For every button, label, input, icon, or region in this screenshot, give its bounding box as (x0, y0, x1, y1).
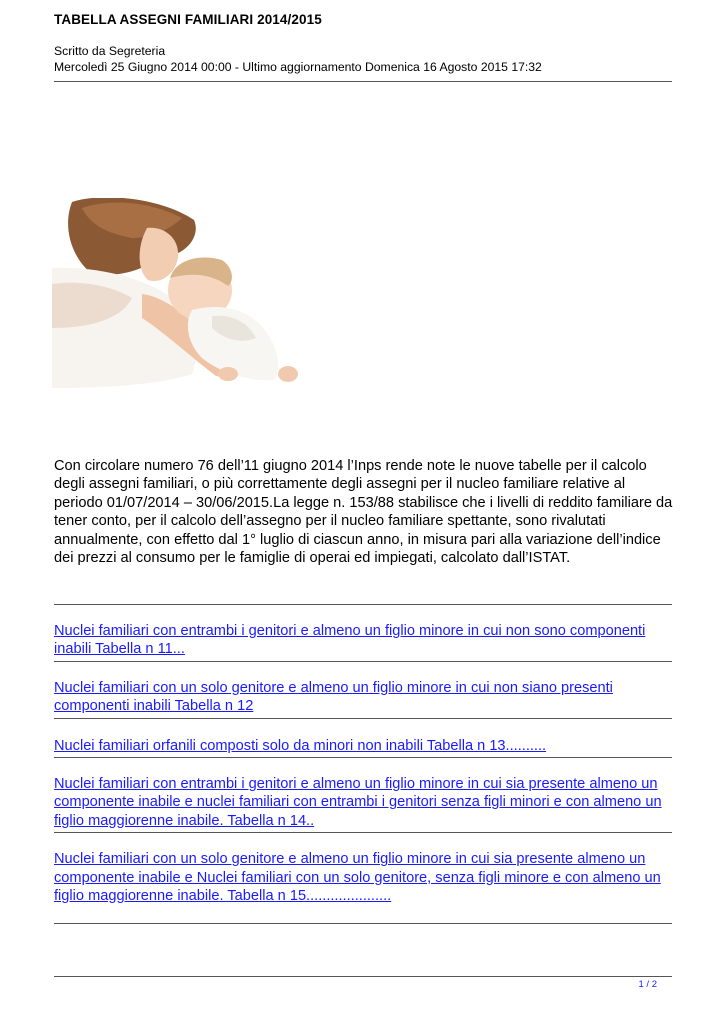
link-tabella-15[interactable]: Nuclei familiari con un solo genitore e almeno un figlio minore in cui sia presente almeno un componente inabile e Nuclei familiari con un solo genitore, senza figli minore e con almeno un figlio maggiorenne inabile. Tabella n 15..................... (54, 851, 661, 905)
date-line: Mercoledì 25 Giugno 2014 00:00 - Ultimo aggiornamento Domenica 16 Agosto 2015 17:32 (54, 60, 542, 74)
list-item (54, 605, 672, 662)
list-item (54, 662, 672, 719)
list-item (54, 719, 672, 758)
article-meta (54, 43, 672, 75)
list-item (54, 758, 672, 833)
page-title: TABELLA ASSEGNI FAMILIARI 2014/2015 (54, 12, 322, 27)
page-header (54, 12, 672, 75)
mother-child-photo (52, 198, 300, 388)
link-tabella-12[interactable]: Nuclei familiari con un solo genitore e almeno un figlio minore in cui non siano presenti componenti inabili Tabella n 12 (54, 679, 613, 715)
link-tabella-13[interactable]: Nuclei familiari orfanili composti solo da minori non inabili Tabella n 13.......... (54, 737, 547, 754)
list-item (54, 833, 672, 924)
page-number: 1 / 2 (638, 979, 657, 990)
tables-link-list (54, 604, 672, 924)
link-tabella-14[interactable]: Nuclei familiari con entrambi i genitori e almeno un figlio minore in cui sia presente almeno un componente inabile e nuclei familiari con entrambi i genitori senza figli minori e con almeno un figlio maggiorenne inabile. Tabella n 14.. (54, 776, 662, 829)
header-divider (54, 81, 672, 82)
intro-paragraph: Con circolare numero 76 dell’11 giugno 2014 l’Inps rende note le nuove tabelle per il calcolo degli assegni familiari, o più correttamente degli assegni per il nucleo familiare relative al periodo 01/07/2014 – 30/06/2015.La legge n. 153/88 stabilisce che i livelli di reddito familiare da tener conto, per il calcolo dell’assegno per il nucleo familiare spettante, sono rivalutati annualmente, con effetto dal 1° luglio di ciascun anno, in misura pari alla variazione dell’indice dei prezzi al consumo per le famiglie di operai ed impiegati, calcolato dall’ISTAT. (54, 458, 673, 567)
author-line: Scritto da Segreteria (54, 44, 166, 58)
list-top-divider (54, 604, 672, 605)
link-tabella-11[interactable]: Nuclei familiari con entrambi i genitori e almeno un figlio minore in cui non sono componenti inabili Tabella n 11... (54, 623, 646, 658)
footer-divider (54, 976, 672, 977)
